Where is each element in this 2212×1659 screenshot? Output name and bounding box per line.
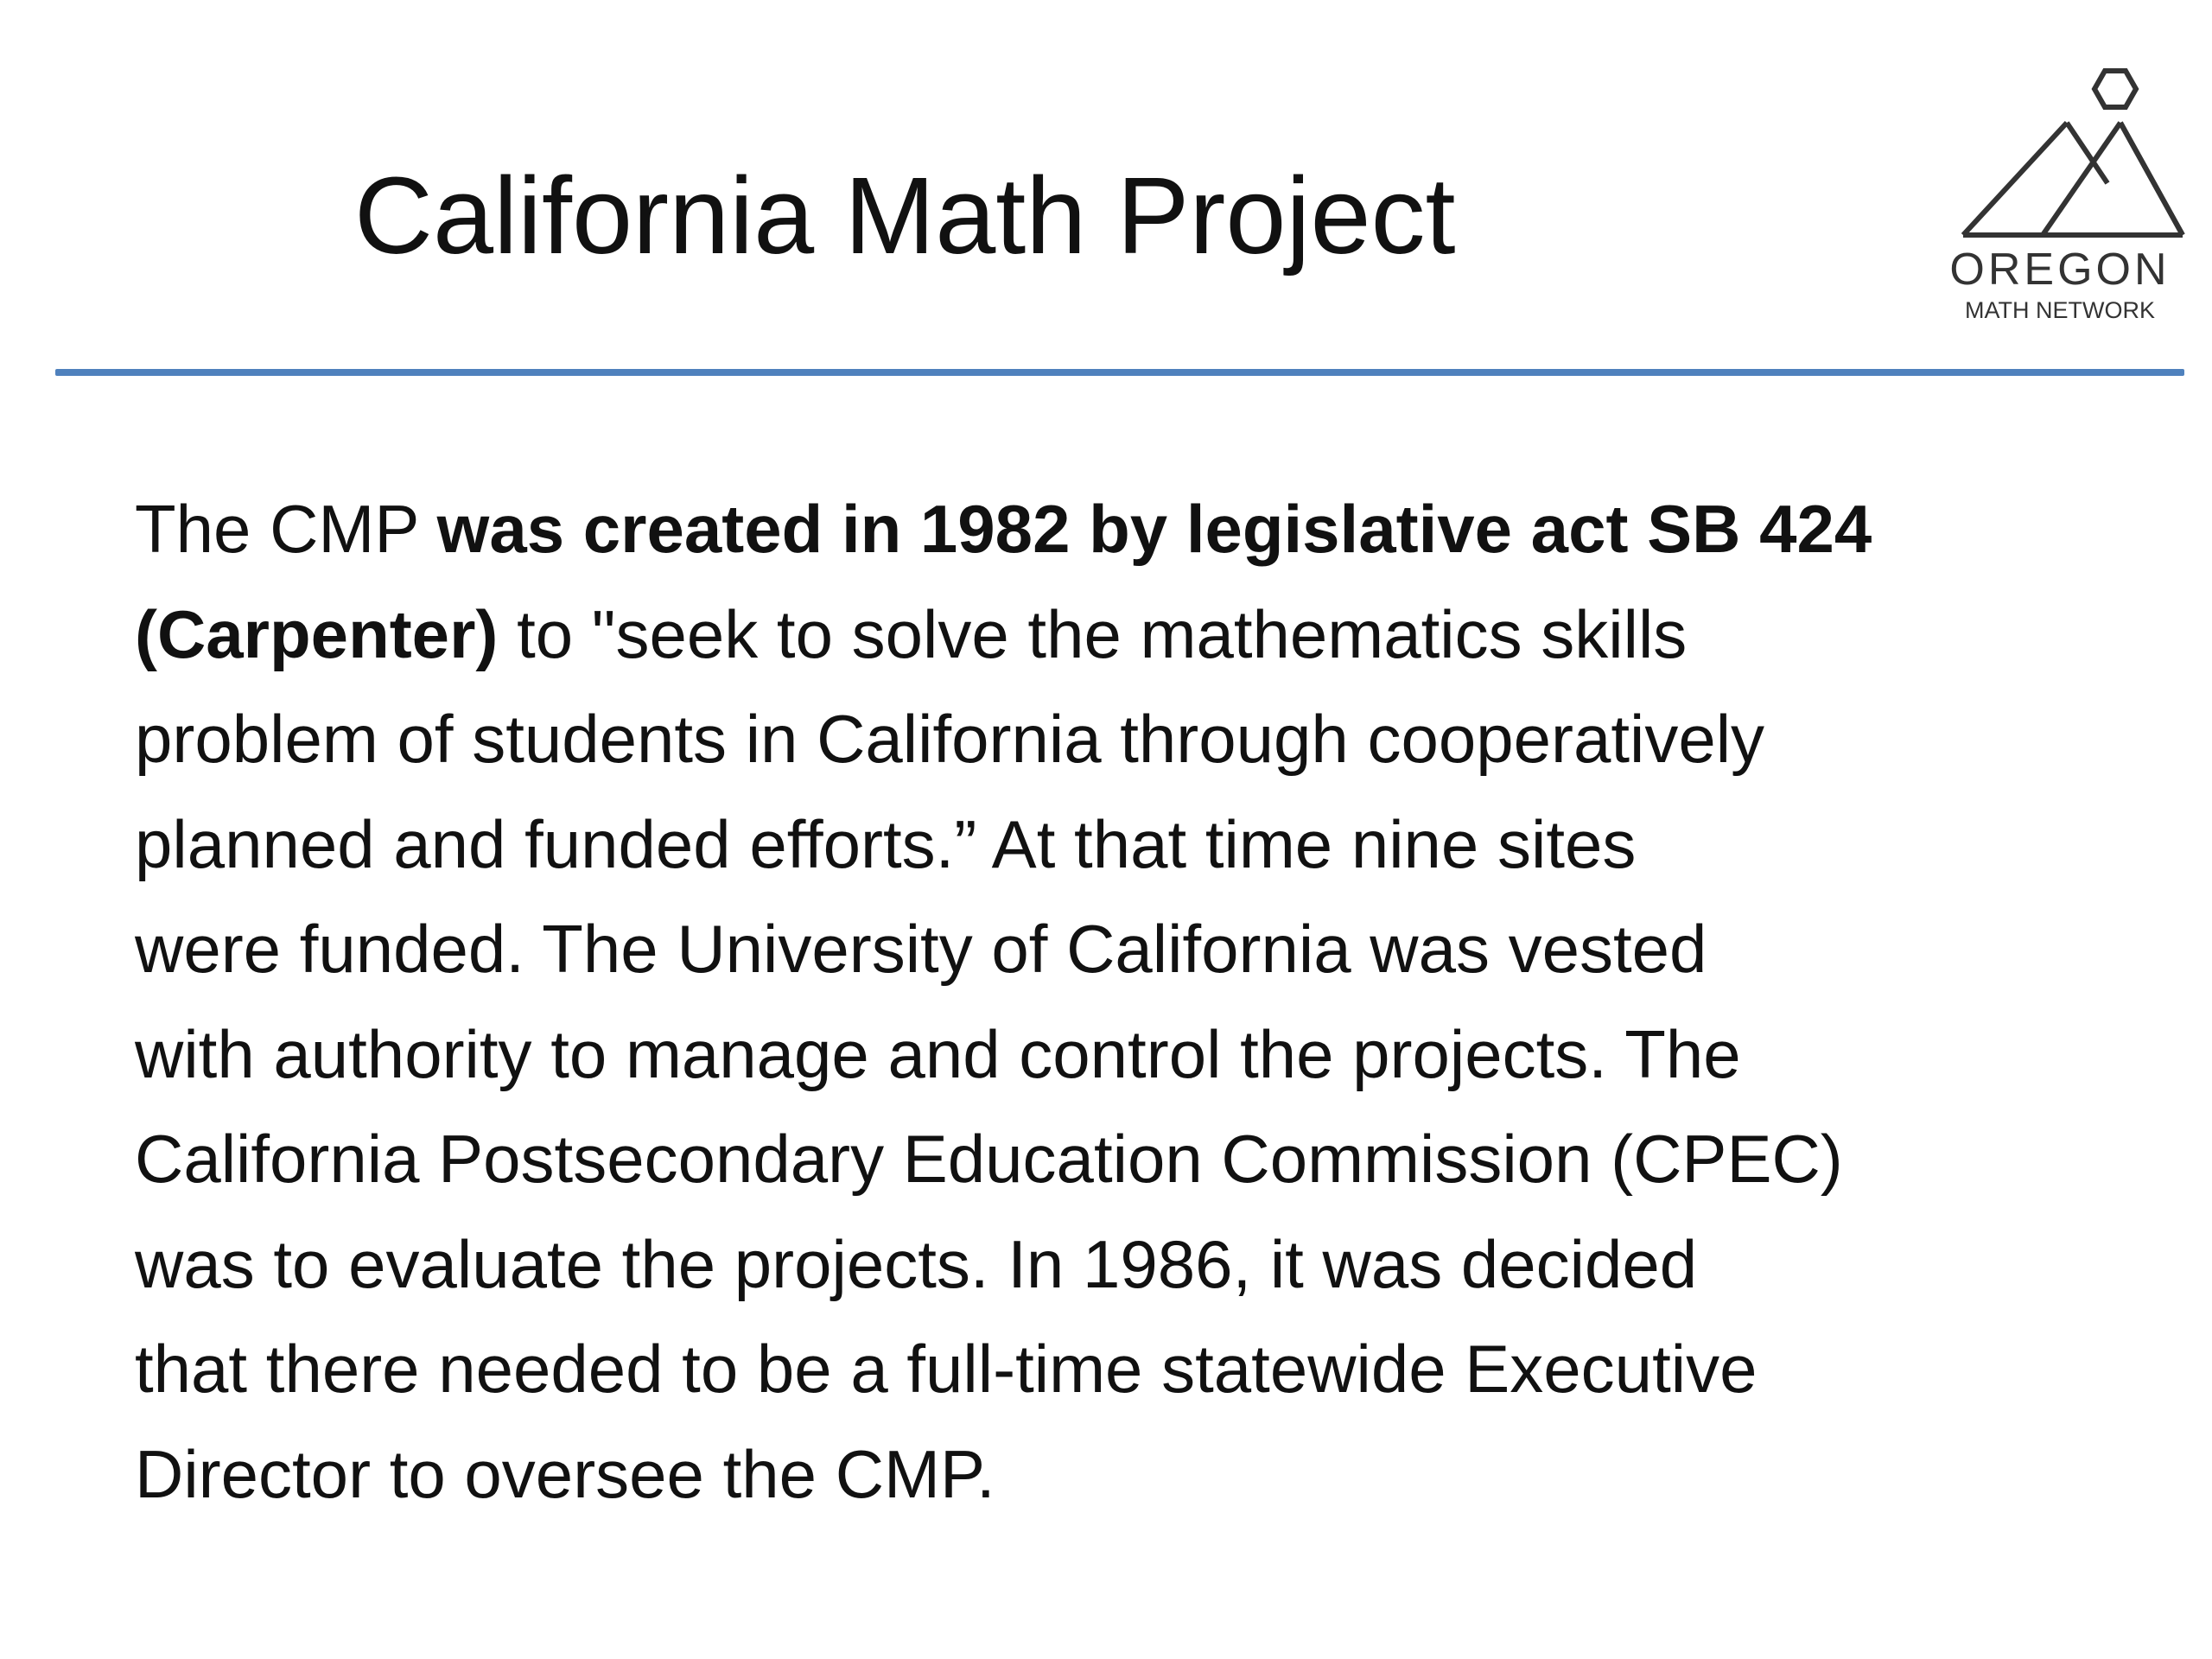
body-line [135,477,2122,582]
body-line [135,1317,2122,1422]
oregon-math-network-logo [1930,54,2190,339]
body-line [135,1107,2122,1212]
body-line [135,1002,2122,1108]
text-run: to "seek to solve the mathematics skills [498,595,1688,672]
triangles-hexagon-logo-icon [1930,54,2190,244]
body-line [135,1212,2122,1318]
logo-subname: MATH NETWORK [1965,297,2155,323]
text-run: were funded. The University of California was vested [135,911,1707,987]
title-divider [55,369,2184,376]
body-line [135,1422,2122,1528]
body-line [135,582,2122,688]
text-run: planned and funded efforts.” At that time nine sites [135,805,1637,882]
text-run: problem of students in California through cooperatively [135,701,1765,777]
bold-text-run: was created in 1982 by legislative act SB 424 [436,491,1872,567]
text-run: Director to oversee the CMP. [135,1435,995,1512]
body-line [135,687,2122,792]
text-run: The CMP [135,491,437,567]
text-run: with authority to manage and control the projects. The [135,1015,1741,1092]
slide-title: California Math Project [354,155,1456,276]
text-run: was to evaluate the projects. In 1986, it was decided [135,1225,1698,1302]
body-paragraph [135,477,2122,1527]
body-line [135,792,2122,898]
body-line [135,897,2122,1002]
bold-text-run: (Carpenter) [135,595,499,672]
text-run: that there needed to be a full-time statewide Executive [135,1331,1758,1407]
text-run: California Postsecondary Education Commission (CPEC) [135,1121,1843,1197]
logo-name: OREGON [1949,245,2171,295]
